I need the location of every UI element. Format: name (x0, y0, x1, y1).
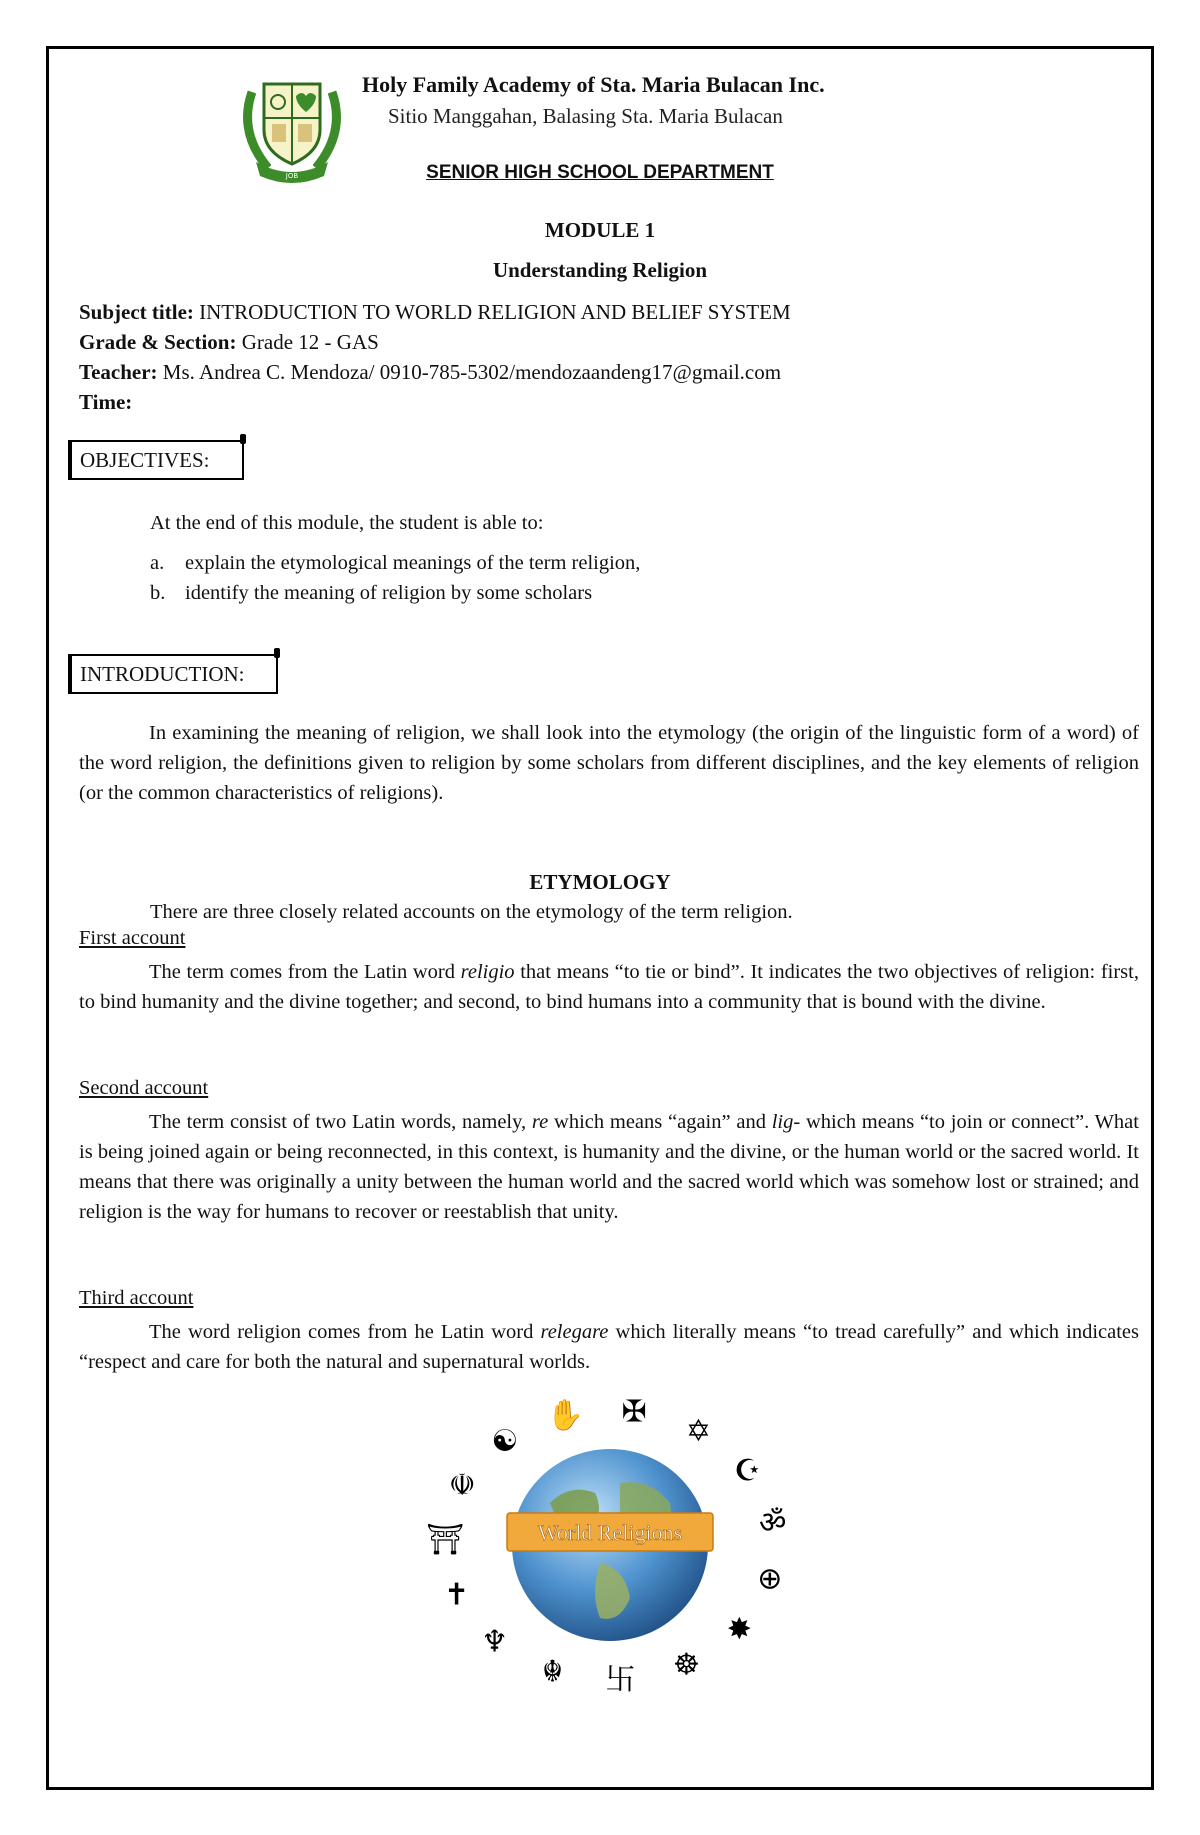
school-address: Sitio Manggahan, Balasing Sta. Maria Bulacan (388, 104, 783, 128)
latin-term: religio (460, 961, 515, 983)
grade-line (79, 330, 379, 355)
list-marker: a. (150, 552, 165, 574)
time-line (79, 390, 132, 415)
subject-line (79, 300, 791, 325)
religion-symbol-icon: ☯ (491, 1424, 519, 1459)
latin-term: relegare (540, 1321, 609, 1343)
religion-symbol-icon: ॐ (759, 1505, 787, 1541)
etymology-intro: There are three closely related accounts on the etymology of the term religion. (150, 901, 793, 923)
teacher-value: Ms. Andrea C. Mendoza/ 0910-785-5302/mendozaandeng17@gmail.com (162, 360, 782, 384)
objectives-intro: At the end of this module, the student is able to: (150, 512, 544, 534)
world-religions-label: World Religions (537, 1520, 683, 1545)
religion-symbol-icon: ☫ (448, 1468, 476, 1503)
subject-value: INTRODUCTION TO WORLD RELIGION AND BELIEF SYSTEM (199, 300, 791, 324)
religion-symbol-icon: ✡ (685, 1414, 711, 1449)
religion-symbol-icon: ⊕ (757, 1561, 783, 1597)
subject-label: Subject title: (79, 300, 194, 324)
religion-symbol-icon: ✠ (621, 1394, 647, 1430)
objectives-heading: OBJECTIVES: (68, 440, 244, 480)
religion-symbol-icon: ☸ (672, 1647, 700, 1683)
grade-value: Grade 12 - GAS (241, 330, 379, 354)
list-text: identify the meaning of religion by some scholars (185, 582, 593, 604)
religion-symbol-icon: ✝ (444, 1577, 470, 1613)
teacher-line (79, 360, 781, 385)
religion-symbol-icon: ♆ (481, 1624, 509, 1660)
introduction-heading: INTRODUCTION: (68, 654, 278, 694)
introduction-text: In examining the meaning of religion, we shall look into the etymology (the origin of the linguistic form of a word) of the word religion, the definitions given to religion by some scholars from different disciplines, and the key elements of religion (or the common characteristics of religions). (79, 722, 1139, 804)
objectives-list (150, 548, 640, 608)
list-item (150, 578, 640, 608)
religion-symbol-icon: ☬ (541, 1654, 564, 1690)
list-text: explain the etymological meanings of the term religion, (185, 552, 641, 574)
logo-banner-text: JOB (285, 172, 299, 180)
latin-term: re (531, 1111, 549, 1133)
second-account-text: The term consist of two Latin words, namely, re which means “again” and lig- which means “to join or connect”. What is being joined again or being reconnected, in this context, is humanity and the divine, or the human world or the sacred world. It means that there was originally a unity between the human world and the sacred world which was somehow lost or strained; and religion is the way for humans to recover or reestablish that unity. (79, 1111, 1139, 1223)
third-account-title: Third account (79, 1287, 194, 1309)
grade-label: Grade & Section: (79, 330, 237, 354)
list-marker: b. (150, 582, 166, 604)
religion-symbol-icon: 卐 (605, 1662, 636, 1693)
module-number: MODULE 1 (544, 218, 656, 242)
first-account-text: The term comes from the Latin word religio that means “to tie or bind”. It indicates the two objectives of religion: first, to bind humanity and the divine together; and second, to bind humans into a community that is bound with the divine. (79, 961, 1139, 1013)
religion-symbol-icon: ✋ (546, 1398, 585, 1433)
teacher-label: Teacher: (79, 360, 158, 384)
department-title: SENIOR HIGH SCHOOL DEPARTMENT (426, 162, 774, 183)
world-religions-figure (420, 1393, 800, 1693)
module-title: Understanding Religion (492, 258, 708, 282)
religion-symbol-icon: ☪ (733, 1453, 761, 1489)
etymology-heading: ETYMOLOGY (529, 870, 671, 894)
time-label: Time: (79, 390, 133, 414)
third-account-text: The word religion comes from he Latin word relegare which literally means “to tread carefully” and which indicates “respect and care for both the natural and supernatural worlds. (79, 1321, 1139, 1373)
second-account-title: Second account (79, 1077, 209, 1099)
latin-term: lig- (771, 1111, 801, 1133)
school-name: Holy Family Academy of Sta. Maria Bulacan Inc. (362, 72, 825, 97)
list-item (150, 548, 640, 578)
religion-symbol-icon: ⛩ (426, 1522, 465, 1558)
first-account-title: First account (79, 927, 186, 949)
religion-symbol-icon: ✸ (726, 1611, 752, 1647)
